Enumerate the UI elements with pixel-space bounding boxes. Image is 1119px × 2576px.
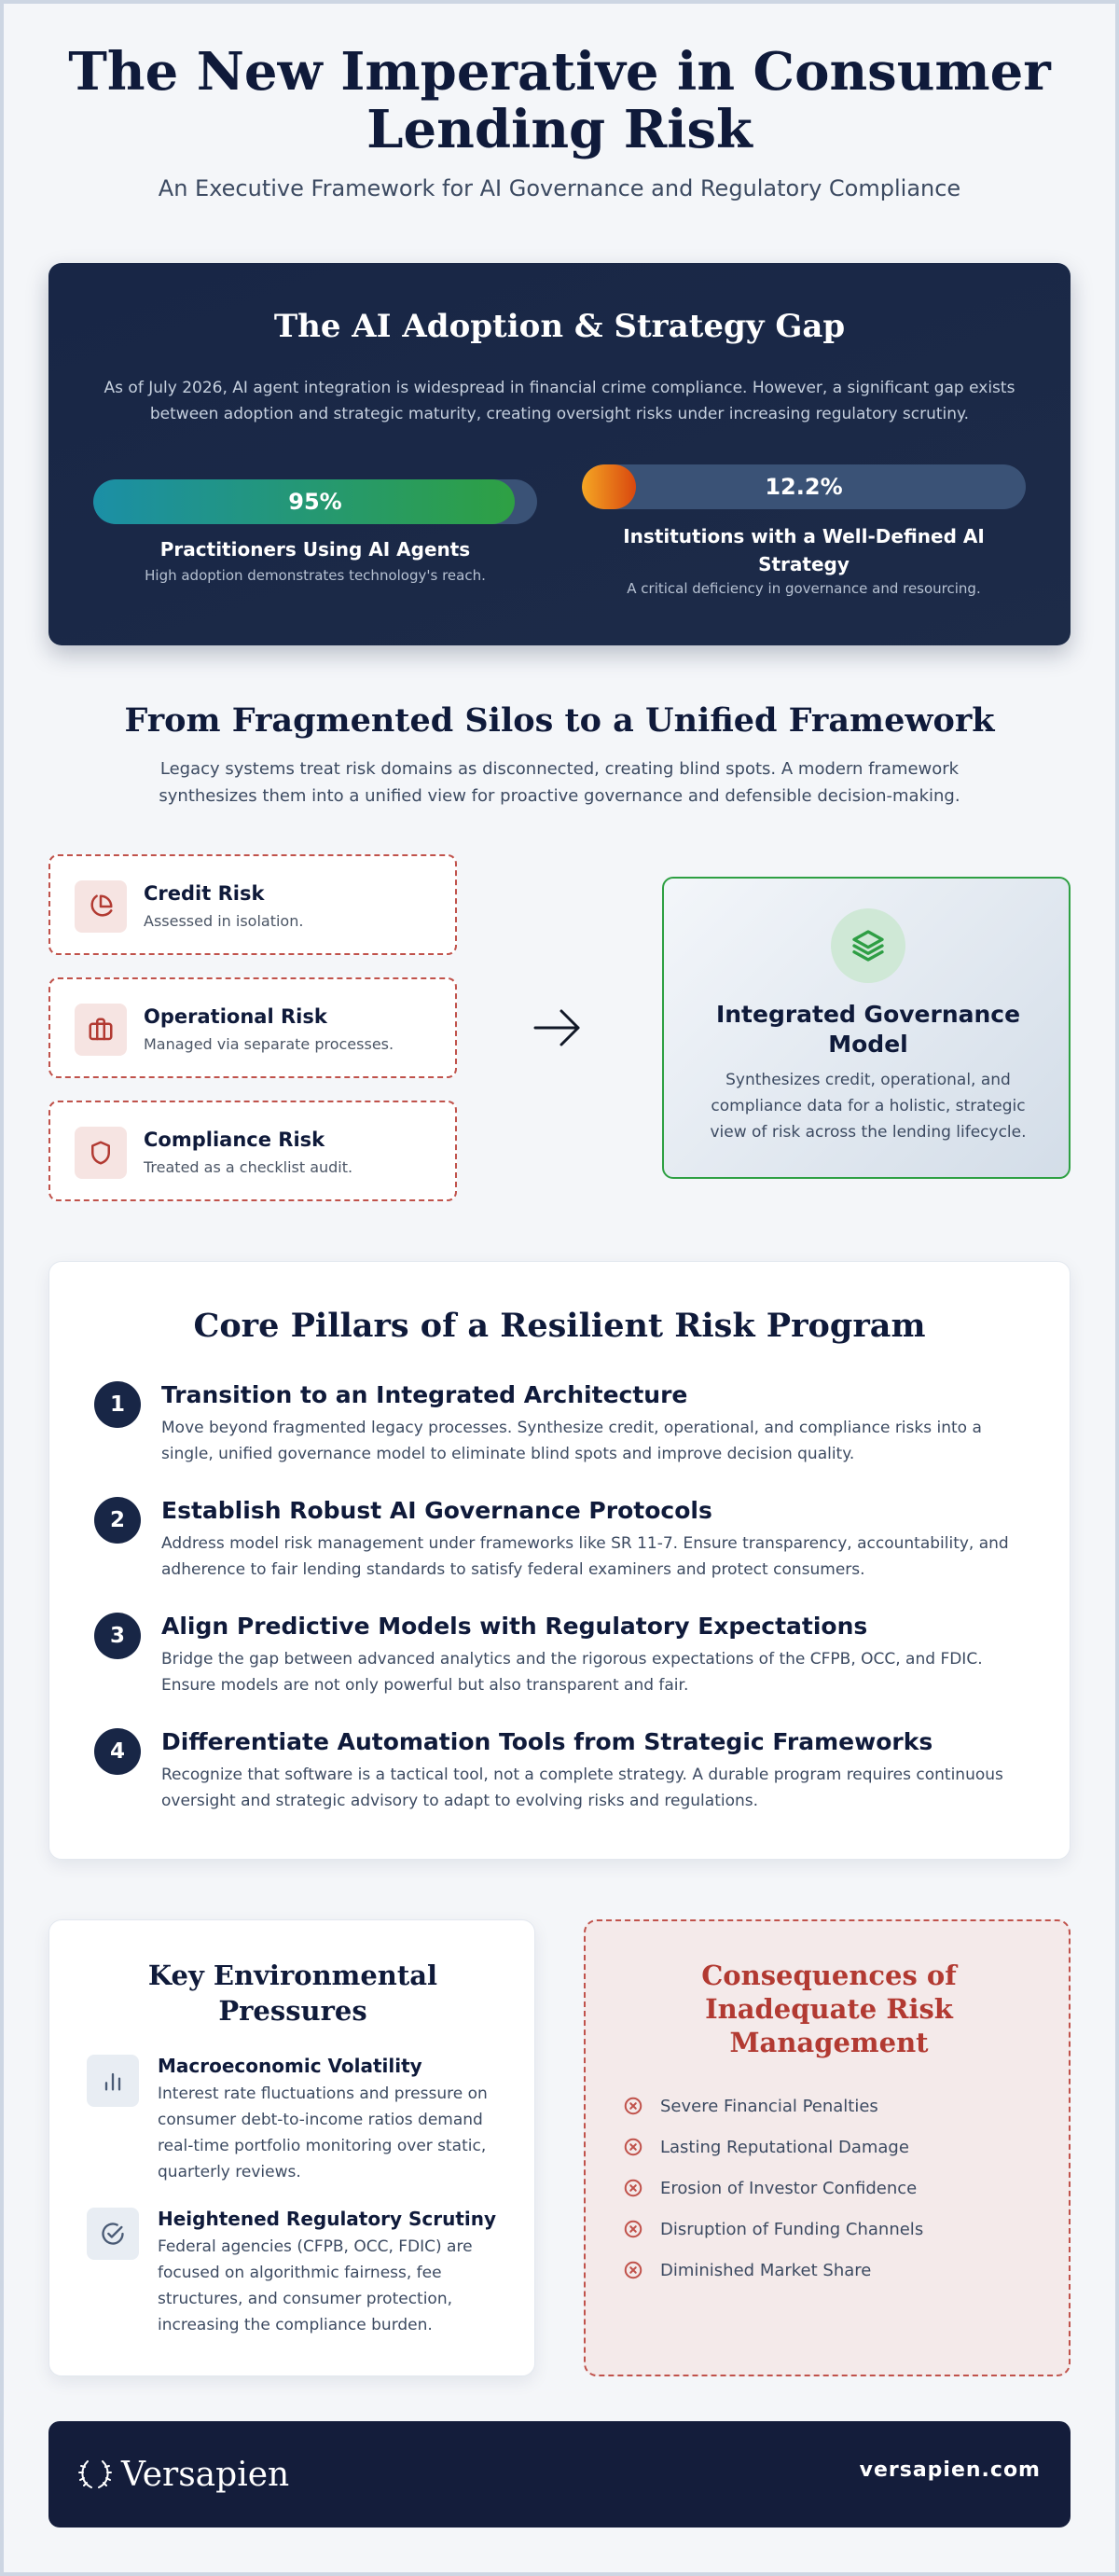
brand-logo[interactable]	[76, 2451, 289, 2498]
adoption-stat-caption: High adoption demonstrates technology's reach.	[145, 567, 486, 584]
pillar-title: Transition to an Integrated Architecture	[161, 1381, 688, 1408]
framework-title: From Fragmented Silos to a Unified Framework	[124, 701, 995, 740]
pillar-number: 2	[94, 1497, 141, 1544]
pillar-number: 3	[94, 1613, 141, 1659]
silo-title: Credit Risk	[144, 882, 265, 905]
consequences-card	[584, 1919, 1071, 2376]
page-title-line2: Lending Risk	[366, 99, 753, 160]
pillar-desc: Address model risk management under frameworks like SR 11-7. Ensure transparency, accountability, and adherence to fair lending standards to satisfy federal examiners and protect consumers.	[161, 1534, 1009, 1579]
consequence-text: Lasting Reputational Damage	[660, 2137, 909, 2157]
laurel-icon	[76, 2456, 114, 2493]
silo-credit-risk	[48, 854, 457, 955]
consequence-text: Erosion of Investor Confidence	[660, 2178, 918, 2198]
bar-chart-icon	[87, 2055, 139, 2107]
list-item	[623, 2085, 1033, 2126]
x-circle-icon	[623, 2260, 643, 2280]
ai-gap-title: The AI Adoption & Strategy Gap	[273, 308, 846, 345]
logo-text: Versapien	[121, 2455, 290, 2494]
pillar-desc: Move beyond fragmented legacy processes. Synthesize credit, operational, and compliance risks into a single, unified governance model to eliminate blind spots and improve decision quality.	[161, 1419, 982, 1463]
environmental-pressures-title	[77, 1958, 508, 2029]
adoption-stat-value: 95%	[288, 489, 342, 515]
core-pillars-card	[48, 1261, 1071, 1860]
integrated-governance-title: Integrated Governance Model	[715, 1001, 1021, 1058]
list-item	[623, 2167, 1033, 2209]
pillar-number: 4	[94, 1728, 141, 1775]
pillar-title: Align Predictive Models with Regulatory Expectations	[161, 1613, 868, 1640]
silo-subtitle: Treated as a checklist audit.	[144, 1158, 353, 1176]
layers-icon	[831, 908, 905, 983]
strategy-stat-label: Institutions with a Well-Defined AI Strategy	[623, 525, 985, 575]
page-subtitle: An Executive Framework for AI Governance and Regulatory Compliance	[158, 175, 961, 201]
pressure-desc: Federal agencies (CFPB, OCC, FDIC) are focused on algorithmic fairness, fee structures, and consumer protection, increasing the compliance burden.	[158, 2237, 473, 2334]
strategy-stat-caption: A critical deficiency in governance and resourcing.	[627, 580, 981, 597]
list-item	[623, 2209, 1033, 2250]
shield-icon	[75, 1127, 127, 1179]
consequence-text: Severe Financial Penalties	[660, 2096, 878, 2116]
ai-gap-card	[48, 263, 1071, 645]
pressure-title: Heightened Regulatory Scrutiny	[158, 2208, 497, 2230]
pressure-desc: Interest rate fluctuations and pressure on consumer debt-to-income ratios demand real-time portfolio monitoring over static, quarterly reviews.	[158, 2084, 488, 2181]
environmental-title-line1: Key Environmental	[147, 1960, 438, 1991]
list-item	[623, 2250, 1033, 2291]
environmental-pressures-card	[48, 1919, 535, 2376]
arrow-right-icon	[530, 1005, 589, 1050]
pillar-desc: Bridge the gap between advanced analytics and the rigorous expectations of the CFPB, OCC, and FDIC. Ensure models are not only powerful but also transparent and fair.	[161, 1650, 983, 1695]
silo-subtitle: Assessed in isolation.	[144, 912, 304, 930]
page-title-line1: The New Imperative in Consumer	[68, 41, 1051, 103]
silo-title: Operational Risk	[144, 1005, 327, 1028]
pie-chart-icon	[75, 880, 127, 933]
silo-subtitle: Managed via separate processes.	[144, 1035, 394, 1053]
website-link[interactable]: versapien.com	[859, 2458, 1041, 2482]
strategy-stat-bar	[582, 464, 1026, 509]
silo-operational-risk	[48, 977, 457, 1078]
x-circle-icon	[623, 2219, 643, 2239]
page-title	[56, 43, 1063, 159]
pressure-title: Macroeconomic Volatility	[158, 2055, 422, 2077]
consequences-list	[623, 2085, 1033, 2291]
ai-gap-body: As of July 2026, AI agent integration is widespread in financial crime compliance. However, a significant gap exists between adoption and strategic maturity, creating oversight risks under increasing regulatory scrutiny.	[104, 379, 1015, 423]
adoption-stat-bar	[93, 479, 537, 524]
environmental-title-line2: Pressures	[218, 1995, 367, 2027]
check-circle-icon	[87, 2208, 139, 2260]
x-circle-icon	[623, 2137, 643, 2157]
consequences-title-line1: Consequences of	[701, 1960, 957, 1991]
framework-intro: Legacy systems treat risk domains as disconnected, creating blind spots. A modern framework synthesizes them into a unified view for proactive governance and defensible decision-making.	[159, 759, 960, 806]
consequences-title-line3: Management	[729, 2027, 929, 2058]
pillar-desc: Recognize that software is a tactical tool, not a complete strategy. A durable program requires continuous oversight and strategic advisory to adapt to evolving risks and regulations.	[161, 1766, 1003, 1810]
list-item	[623, 2126, 1033, 2167]
footer	[48, 2421, 1071, 2528]
core-pillars-title: Core Pillars of a Resilient Risk Program	[193, 1307, 926, 1345]
pillar-title: Establish Robust AI Governance Protocols	[161, 1497, 712, 1524]
consequences-title-line2: Inadequate Risk	[705, 1993, 953, 2025]
x-circle-icon	[623, 2178, 643, 2198]
x-circle-icon	[623, 2096, 643, 2116]
adoption-stat-label: Practitioners Using AI Agents	[159, 538, 471, 561]
pillar-number: 1	[94, 1381, 141, 1428]
integrated-governance-card	[662, 877, 1071, 1179]
consequence-text: Disruption of Funding Channels	[660, 2219, 924, 2239]
consequence-text: Diminished Market Share	[660, 2260, 872, 2280]
consequences-title	[614, 1959, 1044, 2059]
briefcase-icon	[75, 1004, 127, 1056]
strategy-stat-value: 12.2%	[765, 474, 843, 500]
integrated-governance-desc: Synthesizes credit, operational, and compliance data for a holistic, strategic view of risk across the lending lifecycle.	[710, 1071, 1027, 1142]
pillar-title: Differentiate Automation Tools from Strategic Frameworks	[161, 1728, 933, 1755]
silo-compliance-risk	[48, 1101, 457, 1201]
silo-title: Compliance Risk	[144, 1129, 325, 1151]
